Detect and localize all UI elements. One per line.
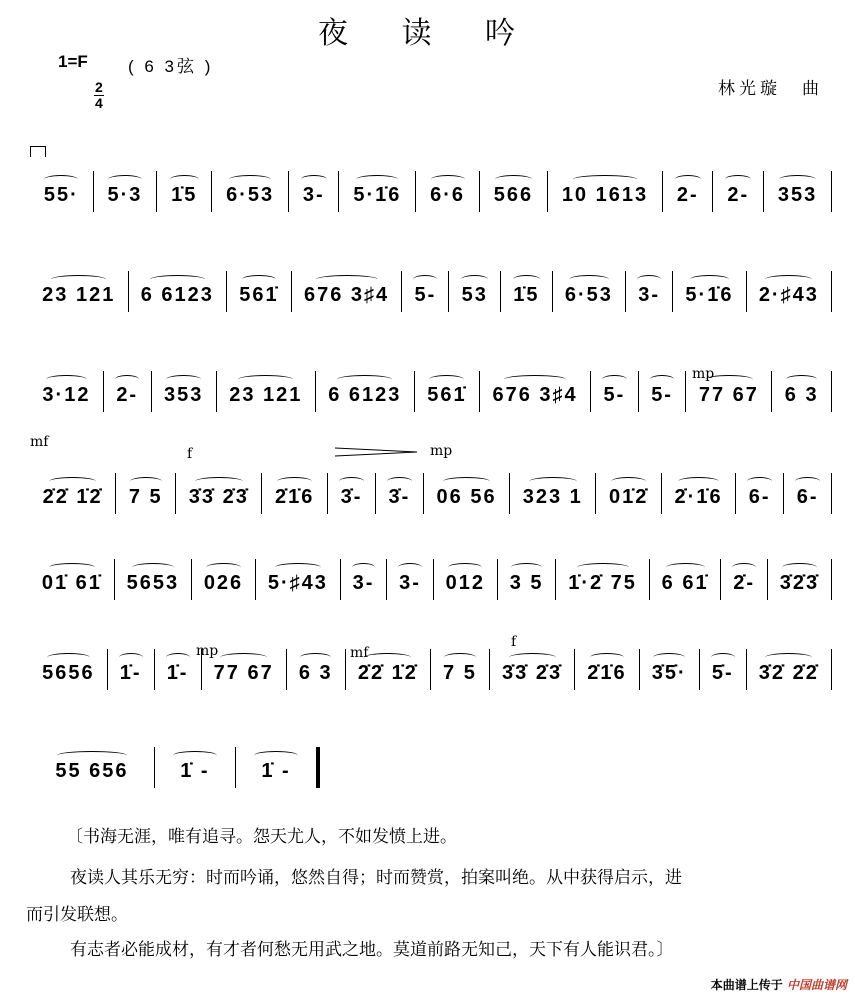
slur-mark bbox=[119, 653, 143, 662]
measure-notes: 3- bbox=[302, 184, 325, 206]
measure-notes: 566 bbox=[493, 184, 534, 206]
measure bbox=[328, 473, 376, 514]
slur-mark bbox=[47, 653, 89, 662]
measure bbox=[650, 559, 722, 600]
measure-notes: 2̇1̇6 bbox=[587, 662, 627, 684]
measure-notes: 53 bbox=[461, 284, 488, 306]
slur-mark bbox=[795, 477, 820, 486]
measure bbox=[155, 747, 236, 788]
measure-notes: 5·1̇6 bbox=[353, 184, 402, 206]
measure-notes: 3- bbox=[638, 284, 661, 306]
measure-notes: 1̇·2̇ 75 bbox=[568, 572, 637, 594]
measure-notes: 353 bbox=[163, 384, 204, 406]
composer: 林光璇 曲 bbox=[718, 79, 823, 99]
measure-notes: 5- bbox=[651, 384, 673, 406]
measure bbox=[262, 473, 328, 514]
measure-notes: 6 61̇ bbox=[661, 572, 709, 594]
measure-notes: 6 3 bbox=[298, 662, 333, 684]
measure bbox=[673, 271, 746, 312]
slur-mark bbox=[300, 653, 331, 662]
measure-notes: 55· bbox=[43, 184, 79, 206]
measure bbox=[115, 559, 192, 600]
measure bbox=[416, 171, 480, 212]
staff-line bbox=[30, 560, 832, 600]
slur-mark bbox=[678, 477, 718, 486]
slur-mark bbox=[150, 275, 205, 284]
time-signature bbox=[94, 80, 104, 111]
measure bbox=[116, 473, 176, 514]
measure bbox=[339, 171, 416, 212]
measure-notes: 6- bbox=[796, 486, 819, 508]
measure bbox=[415, 371, 480, 412]
staff-line bbox=[30, 172, 832, 212]
measure-notes: 01̇ 61̇ bbox=[41, 572, 102, 594]
measure-notes: 3- bbox=[399, 572, 421, 594]
measure bbox=[747, 271, 832, 312]
measure-notes: 6 6123 bbox=[328, 384, 402, 406]
measure-notes: 23 121 bbox=[42, 284, 116, 306]
measure-notes: 5·1̇6 bbox=[685, 284, 734, 306]
measure-notes: 77 67 bbox=[213, 662, 274, 684]
measure-notes: 6·53 bbox=[564, 284, 613, 306]
slur-mark bbox=[461, 275, 488, 284]
staff-line bbox=[30, 474, 832, 514]
slur-mark bbox=[229, 175, 271, 184]
slur-mark bbox=[786, 375, 818, 384]
dynamic-mark: mf bbox=[350, 645, 369, 661]
measure-notes: 5653 bbox=[126, 572, 180, 594]
slur-mark bbox=[57, 751, 128, 760]
measure bbox=[663, 171, 714, 212]
measure bbox=[784, 473, 832, 514]
score-title: 夜 读 吟 bbox=[317, 16, 538, 51]
measure-notes: 1̇- bbox=[166, 662, 189, 684]
slur-mark bbox=[206, 563, 240, 572]
slur-mark bbox=[650, 375, 674, 384]
program-note-line: 夜读人其乐无穷：时而吟诵，悠然自得；时而赞赏，拍案叫绝。从中获得启示，进 bbox=[70, 868, 682, 888]
measure-notes: 6·6 bbox=[430, 184, 465, 206]
slur-mark bbox=[195, 477, 243, 486]
measure-notes: 676 3♯4 bbox=[492, 384, 578, 406]
staff-line bbox=[30, 272, 832, 312]
measure bbox=[316, 371, 415, 412]
measure-notes: 6 3 bbox=[784, 384, 819, 406]
slur-mark bbox=[277, 477, 312, 486]
slur-mark bbox=[569, 275, 609, 284]
measure bbox=[129, 271, 228, 312]
measure bbox=[510, 473, 596, 514]
slur-mark bbox=[577, 563, 629, 572]
slur-mark bbox=[254, 751, 298, 760]
slur-mark bbox=[444, 653, 475, 662]
slur-mark bbox=[316, 275, 378, 284]
slur-mark bbox=[356, 175, 398, 184]
measure bbox=[548, 171, 663, 212]
measure-notes: 323 1 bbox=[522, 486, 583, 508]
measure bbox=[217, 371, 316, 412]
measure bbox=[176, 473, 262, 514]
slur-mark bbox=[170, 175, 199, 184]
measure bbox=[30, 649, 108, 690]
measure bbox=[94, 171, 158, 212]
measure-notes: 7 5 bbox=[128, 486, 163, 508]
measure bbox=[30, 747, 155, 788]
measure bbox=[449, 271, 501, 312]
measure-notes: 6·53 bbox=[226, 184, 275, 206]
measure bbox=[721, 559, 768, 600]
measure-notes: 2̇2̇ 1̇2̇ bbox=[42, 486, 103, 508]
measure bbox=[287, 649, 346, 690]
slur-mark bbox=[173, 751, 217, 760]
slur-mark bbox=[653, 653, 685, 662]
slur-mark bbox=[220, 653, 267, 662]
measure-notes: 3̇3̇ 2̇3̇ bbox=[502, 662, 563, 684]
measure-notes: 2- bbox=[676, 184, 699, 206]
measure bbox=[713, 171, 764, 212]
measure-notes: 7 5 bbox=[443, 662, 477, 684]
slur-mark bbox=[46, 375, 86, 384]
measure bbox=[640, 649, 700, 690]
program-note-line: 而引发联想。 bbox=[26, 905, 128, 925]
footer-prefix: 本曲谱上传于 bbox=[710, 978, 783, 992]
measure-notes: 5656 bbox=[42, 662, 95, 684]
measure bbox=[639, 371, 687, 412]
slur-mark bbox=[51, 275, 106, 284]
measure-notes: 10 1613 bbox=[561, 184, 649, 206]
measure bbox=[30, 371, 104, 412]
measure-notes: 026 bbox=[203, 572, 244, 594]
measure bbox=[747, 649, 832, 690]
measure bbox=[192, 559, 256, 600]
measure-notes: 676 3♯4 bbox=[303, 284, 390, 306]
measure bbox=[30, 559, 115, 600]
measure-notes: 3̇2̇ 2̇2̇ bbox=[758, 662, 819, 684]
measure-notes: 1̇5 bbox=[513, 284, 540, 306]
measure bbox=[768, 559, 832, 600]
measure-notes: 06 56 bbox=[436, 486, 497, 508]
slur-mark bbox=[166, 653, 190, 662]
dynamic-mark: f bbox=[187, 446, 193, 462]
slur-mark bbox=[275, 563, 322, 572]
measure-notes: 012 bbox=[445, 572, 485, 594]
slur-mark bbox=[509, 653, 556, 662]
measure bbox=[501, 271, 553, 312]
dynamic-mark: mp bbox=[196, 643, 219, 659]
measure-notes: 5·♯43 bbox=[267, 572, 328, 594]
slur-mark bbox=[675, 175, 701, 184]
measure bbox=[289, 171, 340, 212]
staff-line bbox=[30, 650, 832, 690]
measure-notes: 2- bbox=[727, 184, 750, 206]
slur-mark bbox=[132, 563, 174, 572]
dynamic-mark: mp bbox=[692, 366, 715, 382]
slur-mark bbox=[364, 653, 411, 662]
measure-notes: 5·3 bbox=[107, 184, 143, 206]
measure-notes: 3̇3̇ 2̇3̇ bbox=[188, 486, 249, 508]
slur-mark bbox=[637, 275, 661, 284]
measure bbox=[434, 559, 498, 600]
slur-mark bbox=[339, 477, 364, 486]
dynamic-mark: mp bbox=[430, 443, 453, 459]
slur-mark bbox=[666, 563, 705, 572]
measure-notes: 3̇- bbox=[340, 486, 363, 508]
measure bbox=[108, 649, 155, 690]
measure-notes: 1̇ - bbox=[261, 760, 291, 782]
measure bbox=[30, 271, 129, 312]
measure bbox=[30, 473, 116, 514]
measure-notes: 5- bbox=[603, 384, 626, 406]
measure-notes: 3- bbox=[352, 572, 375, 594]
slur-mark bbox=[413, 275, 437, 284]
measure bbox=[626, 271, 673, 312]
measure bbox=[662, 473, 736, 514]
slur-mark bbox=[301, 175, 327, 184]
measure bbox=[152, 371, 217, 412]
measure bbox=[764, 171, 832, 212]
slur-mark bbox=[352, 563, 376, 572]
measure-notes: 3̇- bbox=[388, 486, 411, 508]
slur-mark bbox=[765, 653, 812, 662]
time-signature-bottom: 4 bbox=[95, 95, 103, 111]
measure-notes: 6 6123 bbox=[140, 284, 214, 306]
slur-mark bbox=[448, 563, 482, 572]
measure bbox=[155, 649, 202, 690]
measure bbox=[402, 271, 449, 312]
measure-notes: 2̇2̇ 1̇2̇ bbox=[357, 662, 418, 684]
measure-notes: 5- bbox=[414, 284, 437, 306]
slur-mark bbox=[513, 275, 540, 284]
measure-notes: 3·12 bbox=[42, 384, 91, 406]
slur-mark bbox=[690, 275, 730, 284]
measure bbox=[556, 559, 649, 600]
slur-mark bbox=[108, 175, 142, 184]
measure-notes: 561̇ bbox=[427, 384, 467, 406]
measure-notes: 1̇5 bbox=[171, 184, 198, 206]
measure-notes: 1̇- bbox=[119, 662, 142, 684]
measure-notes: 2·♯43 bbox=[758, 284, 819, 306]
measure bbox=[387, 559, 434, 600]
measure bbox=[256, 559, 341, 600]
time-signature-top: 2 bbox=[95, 79, 103, 95]
slur-mark bbox=[429, 375, 464, 384]
measure-notes: 2̇1̇6 bbox=[275, 486, 315, 508]
watermark-footer bbox=[711, 976, 847, 993]
slur-mark bbox=[44, 175, 78, 184]
slur-mark bbox=[725, 175, 751, 184]
slur-mark bbox=[49, 563, 96, 572]
measure bbox=[30, 171, 94, 212]
slur-mark bbox=[779, 175, 816, 184]
measure-notes: 2- bbox=[116, 384, 139, 406]
slur-mark bbox=[238, 375, 293, 384]
slur-mark bbox=[398, 563, 422, 572]
slur-mark bbox=[504, 375, 566, 384]
measure bbox=[431, 649, 490, 690]
measure bbox=[236, 747, 320, 788]
measure bbox=[424, 473, 510, 514]
slur-mark bbox=[242, 275, 277, 284]
slur-mark bbox=[166, 375, 201, 384]
measure bbox=[104, 371, 152, 412]
measure bbox=[596, 473, 662, 514]
slur-mark bbox=[443, 477, 491, 486]
measure bbox=[700, 649, 747, 690]
slur-mark bbox=[387, 477, 412, 486]
slur-mark bbox=[130, 477, 162, 486]
measure-notes: 3 5 bbox=[509, 572, 544, 594]
measure bbox=[591, 371, 639, 412]
measure bbox=[480, 371, 591, 412]
measure-notes: 1̇ - bbox=[180, 760, 210, 782]
slur-mark bbox=[765, 275, 812, 284]
slur-mark bbox=[529, 477, 577, 486]
slur-mark bbox=[602, 375, 626, 384]
site-logo: 中国曲谱网 bbox=[786, 978, 847, 992]
measure-notes: 55 656 bbox=[55, 760, 129, 782]
slur-mark bbox=[782, 563, 816, 572]
measure-notes: 01̇2̇ bbox=[608, 486, 649, 508]
dynamic-mark: f bbox=[511, 634, 517, 650]
slur-mark bbox=[573, 175, 638, 184]
measure bbox=[772, 371, 832, 412]
measure-notes: 3̇5̇· bbox=[651, 662, 687, 684]
measure bbox=[490, 649, 575, 690]
measure bbox=[212, 171, 289, 212]
slur-mark bbox=[511, 563, 542, 572]
bracket-mark bbox=[30, 146, 46, 157]
measure bbox=[341, 559, 388, 600]
measure-notes: 353 bbox=[777, 184, 818, 206]
measure bbox=[157, 171, 212, 212]
measure bbox=[575, 649, 640, 690]
program-note-line: 有志者必能成材，有才者何愁无用武之地。莫道前路无知己，天下有人能识君。〕 bbox=[70, 940, 674, 960]
measure-notes: 6- bbox=[748, 486, 771, 508]
measure bbox=[498, 559, 557, 600]
slur-mark bbox=[590, 653, 625, 662]
measure bbox=[553, 271, 626, 312]
measure-notes: 5̇- bbox=[711, 662, 734, 684]
slur-mark bbox=[495, 175, 532, 184]
measure bbox=[227, 271, 292, 312]
program-note-line: 〔书海无涯，唯有追寻。怨天尤人，不如发愤上进。 bbox=[66, 827, 457, 847]
measure bbox=[376, 473, 424, 514]
measure-notes: 2̇·1̇6 bbox=[674, 486, 723, 508]
measure-notes: 23 121 bbox=[229, 384, 303, 406]
slur-mark bbox=[711, 653, 735, 662]
measure-notes: 561̇ bbox=[239, 284, 279, 306]
measure-notes: 2̇- bbox=[733, 572, 756, 594]
slur-mark bbox=[431, 175, 465, 184]
slur-mark bbox=[115, 375, 139, 384]
measure bbox=[480, 171, 548, 212]
measure bbox=[736, 473, 784, 514]
decrescendo-hairpin bbox=[335, 447, 417, 457]
measure bbox=[292, 271, 403, 312]
slur-mark bbox=[337, 375, 392, 384]
slur-mark bbox=[611, 477, 646, 486]
string-tuning: ( 6 3弦 ) bbox=[128, 57, 214, 76]
measure-notes: 3̇2̇3̇ bbox=[779, 572, 820, 594]
staff-line bbox=[30, 748, 320, 788]
dynamic-mark: mf bbox=[30, 434, 49, 450]
slur-mark bbox=[747, 477, 772, 486]
slur-mark bbox=[732, 563, 756, 572]
measure-notes: 77 67 bbox=[698, 384, 759, 406]
key-signature: 1=F bbox=[58, 52, 88, 71]
slur-mark bbox=[49, 477, 97, 486]
